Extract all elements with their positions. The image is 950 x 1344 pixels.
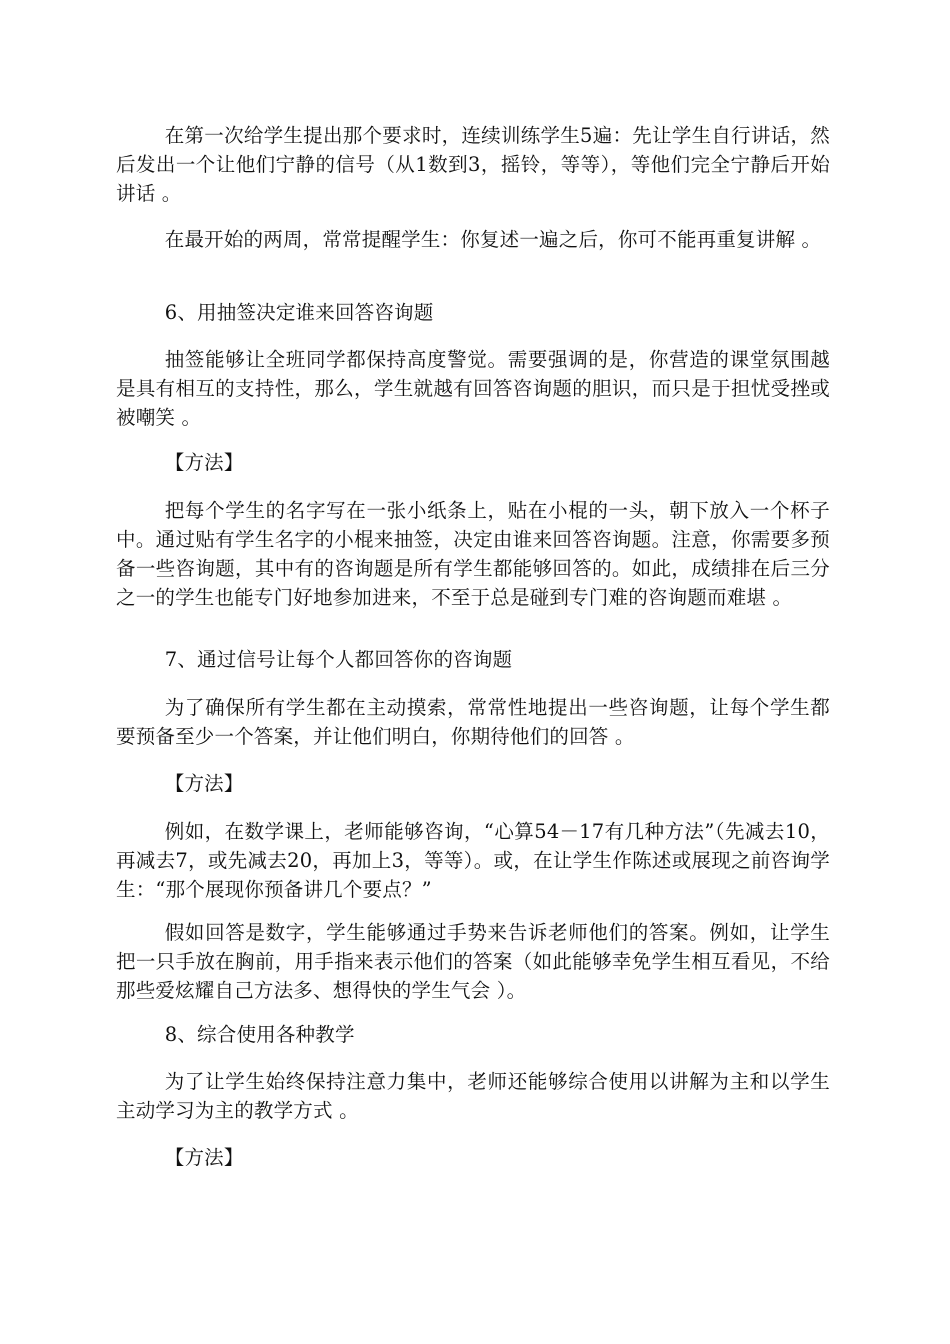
paragraph-combined-teaching: 为了让学生始终保持注意力集中，老师还能够综合使用以讲解为主和以学生主动学习为主的教学方式 。	[116, 1070, 830, 1122]
paragraph-name-sticks: 把每个学生的名字写在一张小纸条上，贴在小棍的一头，朝下放入一个杯子中。通过贴有学生名字的小棍来抽签，决定由谁来回答咨询题。注意，你需要多预备一些咨询题，其中有的咨询题是所有学生都能够回答的。如此，成绩排在后三分之一的学生也能专门好地参加进来，不至于总是碰到专门难的咨询题而难堪 。	[116, 499, 830, 609]
heading-8-teaching-methods: 8、综合使用各种教学	[164, 1023, 355, 1046]
paragraph-silence-signal: 在第一次给学生提出那个要求时，连续训练学生5遍：先让学生自行讲话，然后发出一个让他们宁静的信号（从1数到3，摇铃，等等），等他们完全宁静后开始讲话 。	[116, 124, 830, 205]
label-method-1: 【方法】	[164, 451, 244, 474]
paragraph-math-example: 例如，在数学课上，老师能够咨询，“心算54－17有几种方法”（先减去10，再减去7，或先减去20，再加上3，等等）。或，在让学生作陈述或展现之前咨询学生：“那个展现你预备讲几个要点？”	[116, 820, 830, 901]
paragraph-lottery-alertness: 抽签能够让全班同学都保持高度警觉。需要强调的是，你营造的课堂氛围越是具有相互的支持性，那么，学生就越有回答咨询题的胆识，而只是于担忧受挫或被嘲笑 。	[116, 348, 830, 429]
heading-7-signals: 7、通过信号让每个人都回答你的咨询题	[164, 648, 513, 671]
label-method-3: 【方法】	[164, 1146, 244, 1169]
paragraph-everyone-answers: 为了确保所有学生都在主动摸索，常常性地提出一些咨询题，让每个学生都要预备至少一个答案，并让他们明白，你期待他们的回答 。	[116, 696, 830, 748]
paragraph-hand-signals: 假如回答是数字，学生能够通过手势来告诉老师他们的答案。例如，让学生把一只手放在胸前，用手指来表示他们的答案（如此能够幸免学生相互看见，不给那些爱炫耀自己方法多、想得快的学生气会 ）。	[116, 921, 830, 1002]
label-method-2: 【方法】	[164, 772, 244, 795]
heading-6-lottery: 6、用抽签决定谁来回答咨询题	[164, 301, 434, 324]
paragraph-first-two-weeks: 在最开始的两周，常常提醒学生：你复述一遍之后，你可不能再重复讲解 。	[164, 228, 822, 251]
